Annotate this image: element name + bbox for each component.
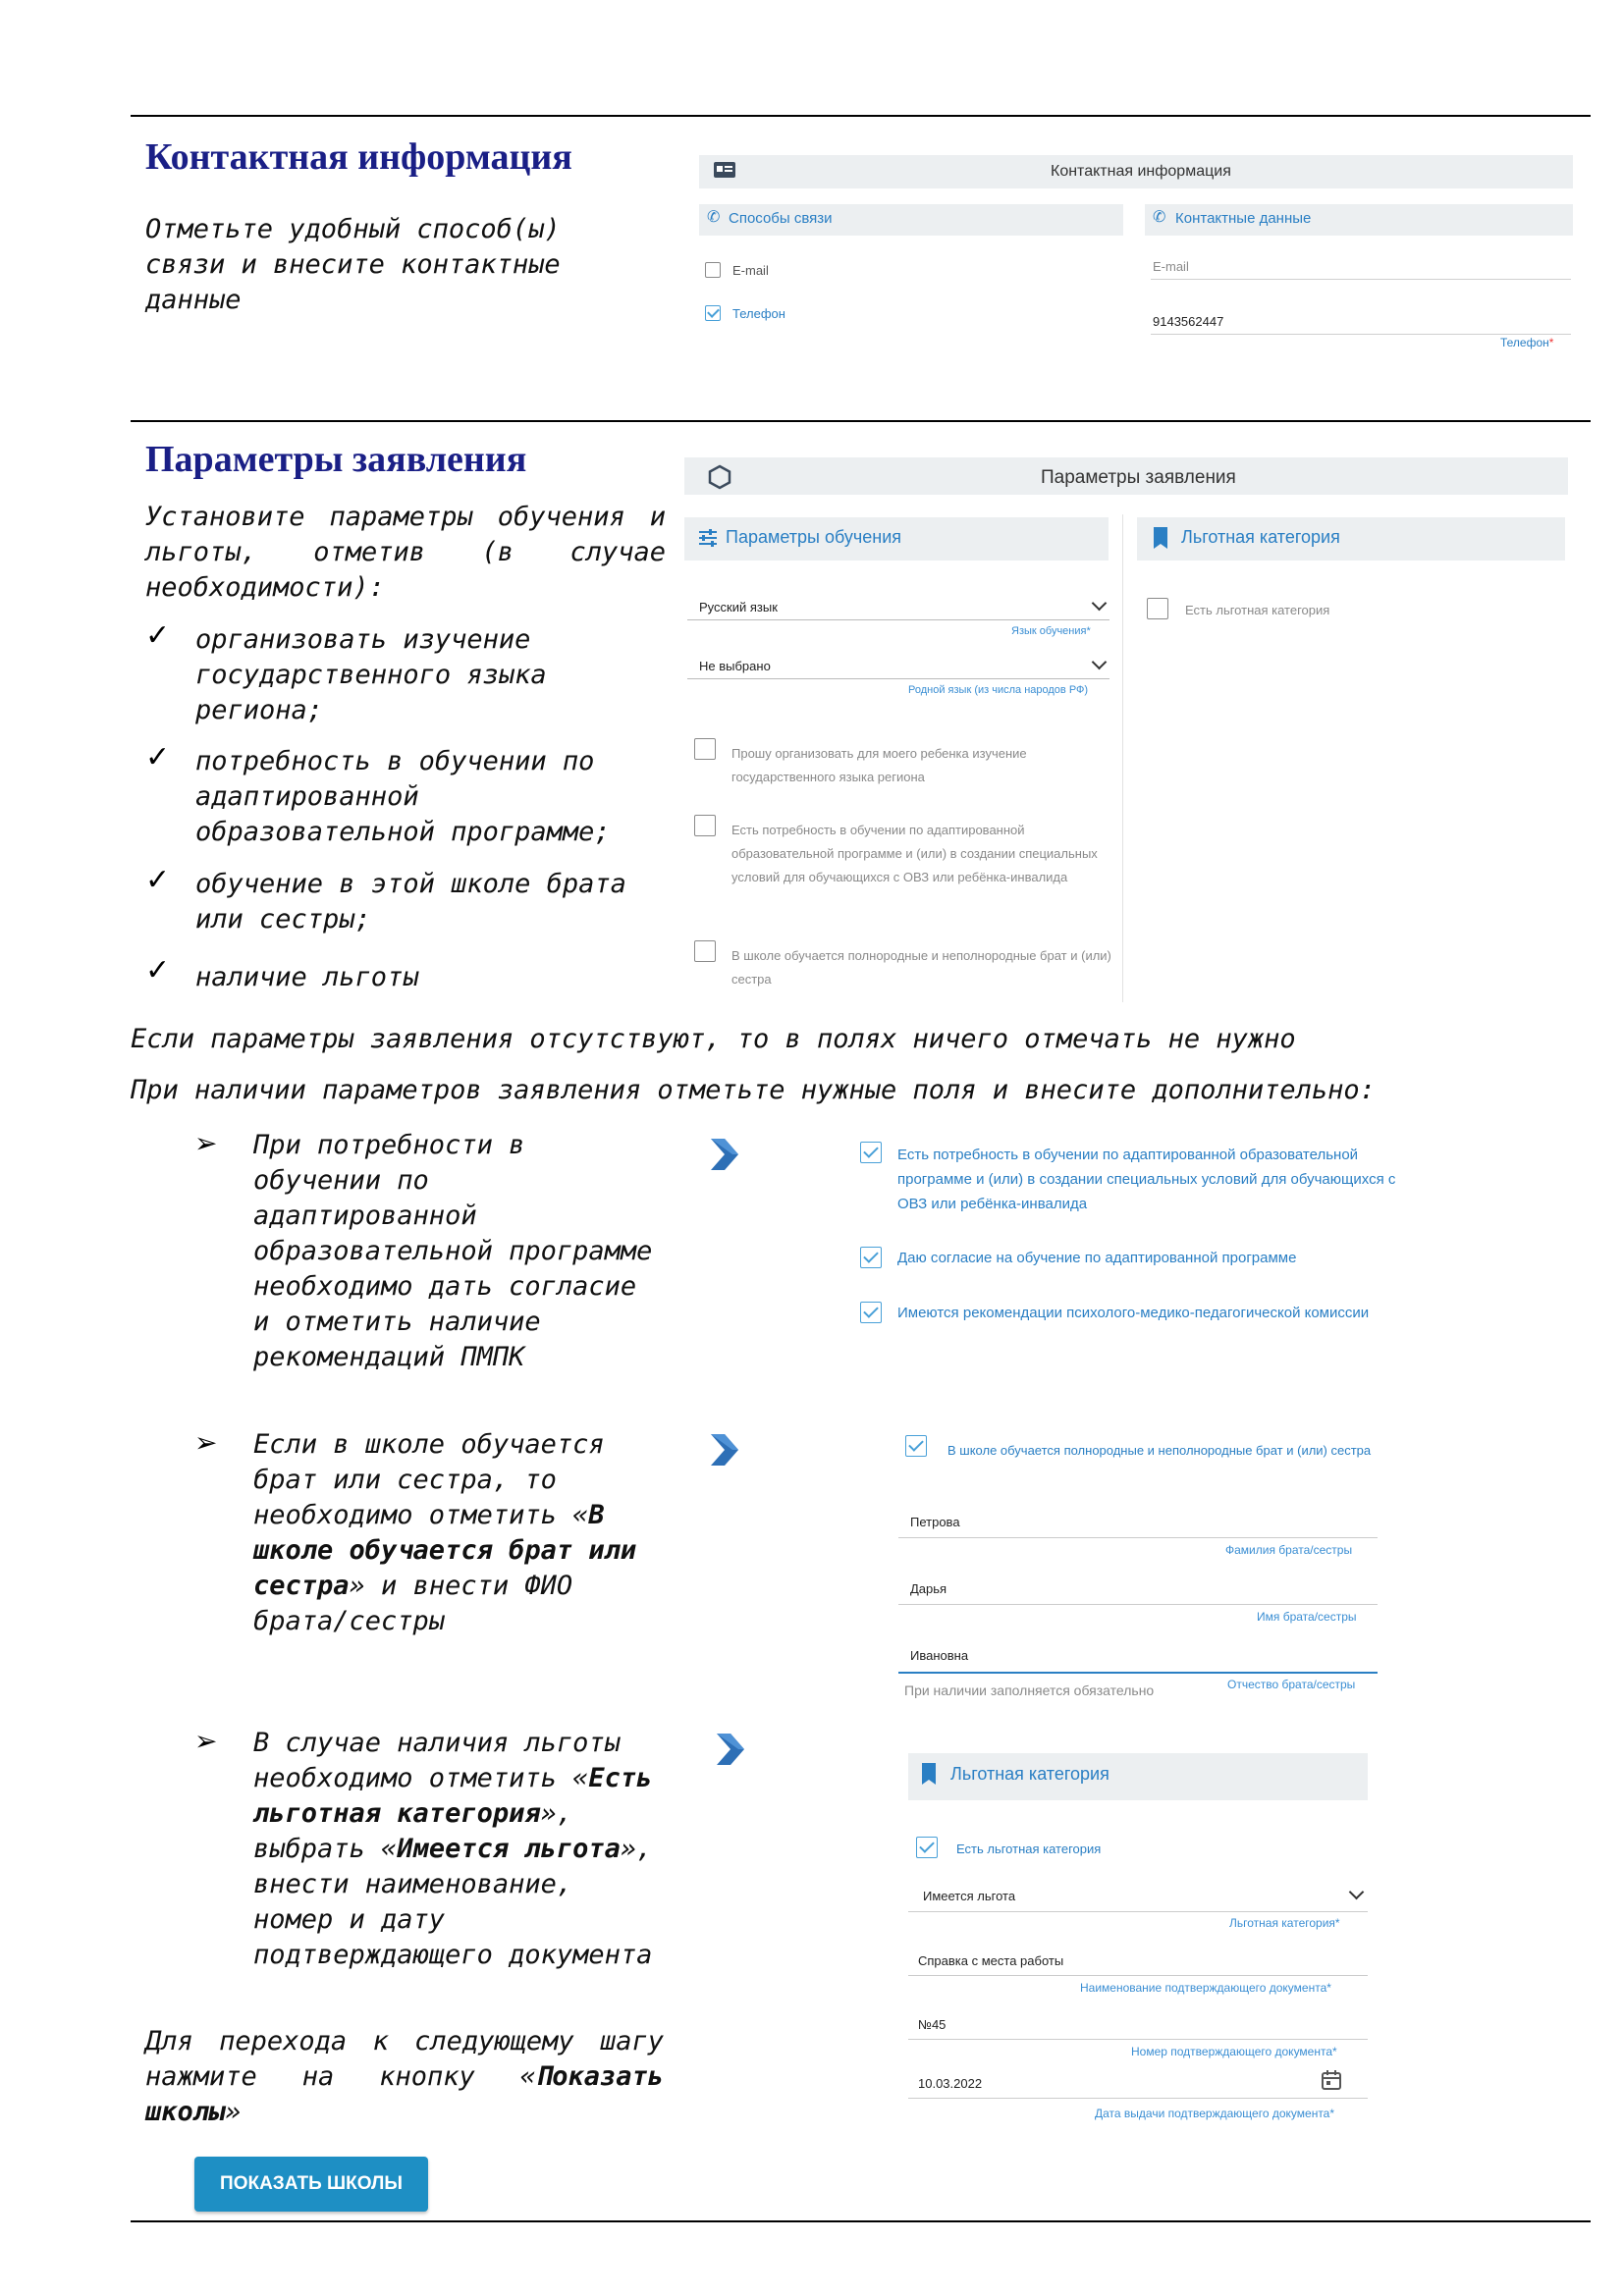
divider-top [131,115,1591,117]
divider-middle [131,420,1591,422]
language-label: Язык обучения* [1011,625,1091,637]
benefit-checkbox-label: Есть льготная категория [1185,603,1330,617]
bookmark-icon [1152,526,1169,550]
phone-icon: ✆ [707,209,721,226]
params-intro: Установите параметры обучения и льготы, отметив (в случае необходимости): [145,502,666,603]
patronymic-hint: При наличии заполняется обязательно [904,1682,1155,1698]
benefit-checkbox[interactable] [1147,598,1168,619]
email-checkbox-label: E-mail [732,263,769,278]
adapted-need-checkbox[interactable] [860,1142,882,1163]
chevron-right-icon [705,1430,744,1469]
doc-date-input[interactable]: 10.03.2022 [918,2076,983,2091]
doc-date-label: Дата выдачи подтверждающего документа* [1095,2107,1335,2120]
benefit-select-underline [908,1911,1368,1912]
benefit-example-checkbox[interactable] [916,1837,938,1858]
native-language-label: Родной язык (из числа народов РФ) [908,684,1089,696]
name-label: Имя брата/сестры [1257,1610,1357,1624]
step-sibling-text: Если в школе обучается брат или сестра, то необходимо отметить «В школе обучается брат или сестра» и внести ФИО брата/сестры [253,1429,637,1636]
email-input[interactable]: E-mail [1153,259,1189,274]
benefit-title: Льготная категория [1181,527,1340,547]
region-language-checkbox[interactable] [694,738,716,760]
phone-checkbox[interactable] [705,305,721,321]
chevron-down-icon [1092,655,1108,670]
doc-name-input[interactable]: Справка с места работы [918,1953,1064,1968]
pmpk-checkbox[interactable] [860,1302,882,1323]
note-with-params: При наличии параметров заявления отметьте нужные поля и внесите дополнительно: [131,1075,1376,1105]
benefit-select[interactable]: Имеется льгота [923,1889,1016,1903]
contact-data-title: Контактные данные [1175,210,1312,227]
doc-date-underline [908,2098,1368,2099]
checkmark-icon: ✓ [145,740,171,774]
email-input-underline [1151,279,1571,280]
surname-label: Фамилия брата/сестры [1225,1543,1353,1557]
doc-name-underline [908,1975,1368,1976]
sibling-surname-input[interactable]: Петрова [910,1515,960,1529]
checkmark-icon: ✓ [145,863,171,897]
column-divider [1122,514,1123,1002]
adapted-program-checkbox[interactable] [694,815,716,836]
region-language-label: Прошу организовать для моего ребенка изучение государственного языка региона [731,746,1027,784]
arrowhead-bullet-icon: ➢ [194,1127,218,1159]
phone-input[interactable]: 9143562447 [1153,314,1224,329]
show-schools-button[interactable]: ПОКАЗАТЬ ШКОЛЫ [194,2157,428,2212]
native-language-underline [687,678,1109,679]
divider-bottom [131,2220,1591,2222]
benefit-example-title: Льготная категория [950,1764,1109,1784]
doc-number-label: Номер подтверждающего документа* [1131,2045,1337,2058]
section-heading-params: Параметры заявления [145,439,527,480]
checkmark-icon: ✓ [145,618,171,653]
sibling-example-checkbox[interactable] [905,1435,927,1457]
contact-instructions: Отметьте удобный способ(ы) связи и внесите контактные данные [145,214,561,315]
sibling-patronymic-input[interactable]: Ивановна [910,1648,969,1663]
study-params-title: Параметры обучения [726,527,902,547]
hexagon-icon [707,464,732,490]
patronymic-label: Отчество брата/сестры [1227,1678,1356,1691]
adapted-program-label: Есть потребность в обучении по адаптированной образовательной программе и (или) в создании специальных условий для обучающихся с ОВЗ или ребёнка-инвалида [731,823,1098,884]
section-heading-contact: Контактная информация [145,136,572,178]
native-language-select[interactable]: Не выбрано [699,659,771,673]
name-underline [898,1604,1378,1605]
bookmark-icon [920,1762,938,1786]
benefit-example-label: Есть льготная категория [956,1842,1102,1856]
consent-checkbox[interactable] [860,1247,882,1268]
params-panel-title: Параметры заявления [1041,467,1236,488]
surname-underline [898,1537,1378,1538]
params-item-2: потребность в обучении по адаптированной образовательной программе; [195,746,611,847]
chevron-down-icon [1349,1885,1365,1900]
note-no-params: Если параметры заявления отсутствуют, то в полях ничего отмечать не нужно [131,1024,1296,1054]
contact-card-icon [713,161,736,179]
contact-panel-title: Контактная информация [1051,163,1231,180]
doc-number-input[interactable]: №45 [918,2017,947,2032]
phone-list-icon: ✆ [1153,209,1166,226]
doc-name-label: Наименование подтверждающего документа* [1080,1981,1331,1995]
chevron-right-icon [705,1135,744,1174]
methods-title: Способы связи [729,210,833,227]
adapted-need-label: Есть потребность в обучении по адаптированной образовательной программе и (или) в создании специальных условий для обучающихся с ОВЗ или ребёнка-инвалида [897,1147,1396,1212]
pmpk-label: Имеются рекомендации психолого-медико-педагогической комиссии [897,1305,1370,1321]
arrowhead-bullet-icon: ➢ [194,1725,218,1757]
sibling-name-input[interactable]: Дарья [910,1581,947,1596]
chevron-right-icon [711,1730,750,1769]
patronymic-underline [898,1672,1378,1674]
params-item-3: обучение в этой школе брата или сестры; [195,869,626,934]
calendar-icon[interactable] [1321,2069,1342,2091]
arrowhead-bullet-icon: ➢ [194,1426,218,1459]
phone-checkbox-label: Телефон [732,306,785,321]
language-select[interactable]: Русский язык [699,600,778,614]
sibling-checkbox[interactable] [694,940,716,962]
sibling-label: В школе обучается полнородные и неполнородные брат и (или) сестра [731,948,1111,987]
doc-number-underline [908,2039,1368,2040]
step-adapted-text: При потребности в обучении по адаптированной образовательной программе необходимо дать согласие и отметить наличие рекомендаций ПМПК [253,1130,653,1372]
next-step-text: Для перехода к следующему шагу нажмите на кнопку «Показать школы» [145,2026,664,2127]
benefit-select-label: Льготная категория* [1229,1916,1340,1930]
language-underline [687,619,1109,620]
phone-field-label: Телефон* [1500,336,1554,349]
consent-label: Даю согласие на обучение по адаптированной программе [897,1250,1297,1266]
phone-input-underline [1151,334,1571,335]
checkmark-icon: ✓ [145,953,171,988]
step-benefit-text: В случае наличия льготы необходимо отметить «Есть льготная категория», выбрать «Имеется льгота», внести наименование, номер и дату подтверждающего документа [253,1728,653,1970]
chevron-down-icon [1092,596,1108,612]
sliders-icon [697,527,719,549]
params-item-1: организовать изучение государственного языка региона; [195,624,547,725]
sibling-example-label: В школе обучается полнородные и неполнородные брат и (или) сестра [947,1443,1372,1458]
params-item-4: наличие льготы [195,962,419,992]
email-checkbox[interactable] [705,262,721,278]
